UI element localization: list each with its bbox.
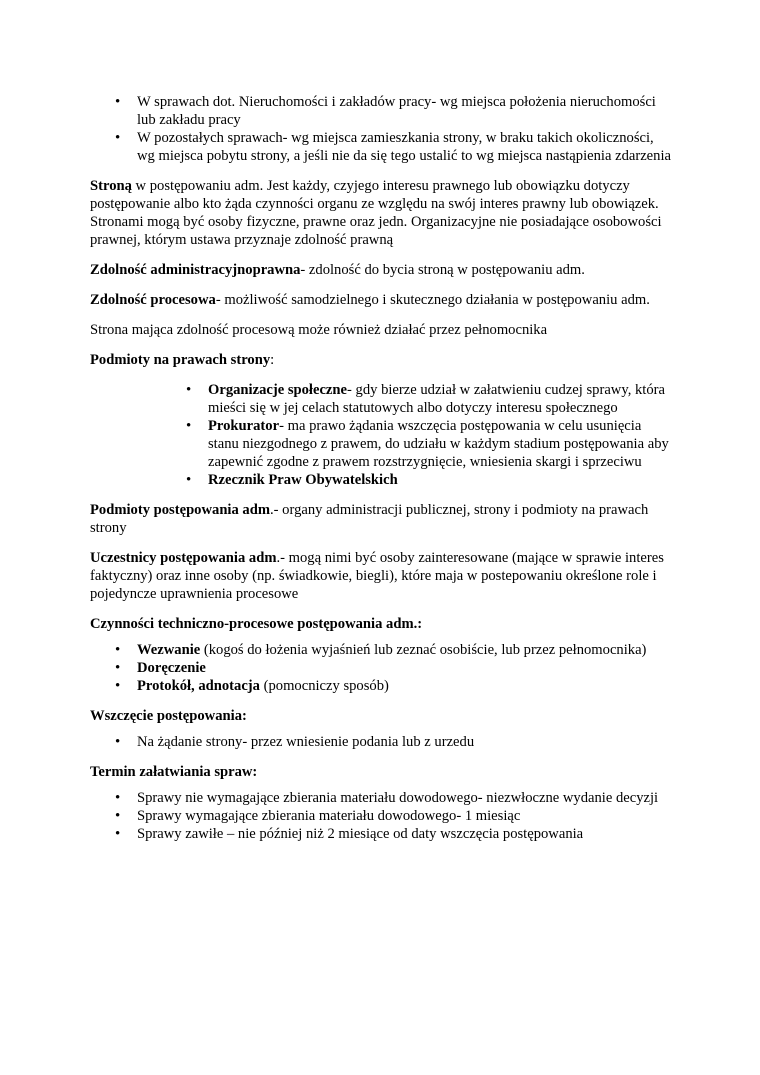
list-item: • Prokurator- ma prawo żądania wszczęcia postępowania w celu usunięcia stanu niezgodnego z prawem, do udziału w każdym stadium postępowania aby zapewnić zgodne z prawem rozstrzygnięcie, wniesienia skargi i sprzeciwu xyxy=(90,417,675,471)
podmioty-postepowania-paragraph: Podmioty postępowania adm.- organy administracji publicznej, strony i podmioty na prawach strony xyxy=(90,502,649,536)
list-item: • Na żądanie strony- przez wniesienie podania lub z urzedu xyxy=(90,733,675,751)
strona-term: Stroną xyxy=(90,178,132,194)
list-item: • Wezwanie (kogoś do łożenia wyjaśnień lub zeznać osobiście, lub przez pełnomocnika) xyxy=(90,641,675,659)
strona-paragraph xyxy=(90,177,675,249)
termin-list xyxy=(90,789,675,843)
podmioty-na-prawach-heading: Podmioty na prawach strony: xyxy=(90,352,275,368)
zdolnosc-proc-term: Zdolność procesowa xyxy=(90,292,216,308)
zdolnosc-proc-paragraph xyxy=(90,291,675,309)
zdolnosc-adm-paragraph xyxy=(90,261,675,279)
list-item: • Sprawy nie wymagające zbierania materiału dowodowego- niezwłoczne wydanie decyzji xyxy=(90,789,675,807)
wszczecie-list xyxy=(90,733,675,751)
strona-text: w postępowaniu adm. Jest każdy, czyjego interesu prawnego lub obowiązku dotyczy postępowanie albo kto żąda czynności organu ze względu na swój interes prawny lub obowiązek. Stronami mogą być osoby fizyczne, prawne oraz jedn. Organizacyjne nie posiadające osobowości prawnej, którym ustawa przyznaje zdolność prawną xyxy=(90,178,662,248)
zdolnosc-adm-term: Zdolność administracyjnoprawna xyxy=(90,262,301,278)
list-item: • Organizacje społeczne- gdy bierze udział w załatwieniu cudzej sprawy, która mieści się w jej celach statutowych albo dotyczy interesu społecznego xyxy=(90,381,675,417)
uczestnicy-paragraph: Uczestnicy postępowania adm.- mogą nimi być osoby zainteresowane (mające w sprawie interes faktyczny) oraz inne osoby (np. świadkowie, biegli), które maja w postepowaniu określone role i pojedyncze uprawnienia procesowe xyxy=(90,550,664,602)
list-item: • W pozostałych sprawach- wg miejsca zamieszkania strony, w braku takich okoliczności, wg miejsca pobytu strony, a jeśli nie da się tego ustalić to wg miejsca nastąpienia zdarzenia xyxy=(90,129,675,165)
czynnosci-list xyxy=(90,641,675,695)
list-item: • Rzecznik Praw Obywatelskich xyxy=(90,471,675,489)
list-item: • W sprawach dot. Nieruchomości i zakładów pracy- wg miejsca położenia nieruchomości lub zakładu pracy xyxy=(90,93,675,129)
zdolnosc-adm-text: - zdolność do bycia stroną w postępowaniu adm. xyxy=(300,262,585,278)
wszczecie-heading: Wszczęcie postępowania: xyxy=(90,708,247,724)
zdolnosc-proc-text: - możliwość samodzielnego i skutecznego działania w postępowaniu adm. xyxy=(215,292,650,308)
podmioty-na-prawach-list xyxy=(90,381,675,489)
list-item: • Sprawy zawiłe – nie później niż 2 miesiące od daty wszczęcia postępowania xyxy=(90,825,675,843)
list-item: • Sprawy wymagające zbierania materiału dowodowego- 1 miesiąc xyxy=(90,807,675,825)
list-item: • Doręczenie xyxy=(90,659,675,677)
list-item: • Protokół, adnotacja (pomocniczy sposób) xyxy=(90,677,675,695)
czynnosci-heading: Czynności techniczno-procesowe postępowania adm.: xyxy=(90,616,423,632)
pelnomocnik-paragraph: Strona mająca zdolność procesową może również działać przez pełnomocnika xyxy=(90,322,548,338)
document-body xyxy=(90,93,675,855)
termin-heading: Termin załatwiania spraw: xyxy=(90,764,258,780)
jurisdiction-list xyxy=(90,93,675,165)
